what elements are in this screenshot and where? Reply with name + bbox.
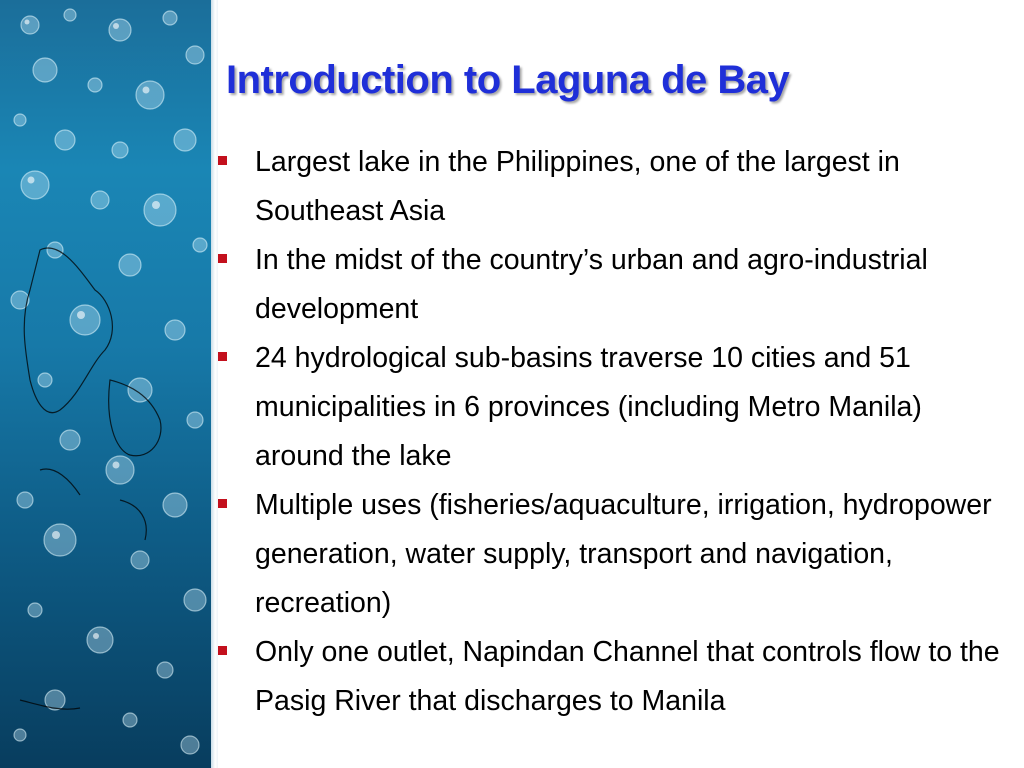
square-bullet-icon: [218, 254, 227, 263]
bullet-list: [214, 138, 1014, 726]
bullet-item: [214, 236, 1014, 334]
bullet-item: [214, 628, 1014, 726]
water-bubbles-image: [0, 0, 214, 768]
bubbles-map-decoration: [0, 0, 214, 768]
bullet-item: [214, 481, 1014, 628]
bullet-text: Multiple uses (fisheries/aquaculture, irrigation, hydropower generation, water supply, transport and navigation, recreation): [255, 489, 992, 619]
bullet-text: 24 hydrological sub-basins traverse 10 cities and 51 municipalities in 6 provinces (including Metro Manila) around the lake: [255, 342, 922, 472]
bullet-text: Largest lake in the Philippines, one of the largest in Southeast Asia: [255, 146, 900, 227]
square-bullet-icon: [218, 156, 227, 165]
slide-title: Introduction to Laguna de Bay: [226, 58, 790, 102]
square-bullet-icon: [218, 499, 227, 508]
square-bullet-icon: [218, 352, 227, 361]
bullet-item: [214, 334, 1014, 481]
bullet-item: [214, 138, 1014, 236]
bullet-text: In the midst of the country’s urban and agro-industrial development: [255, 244, 928, 325]
square-bullet-icon: [218, 646, 227, 655]
bullet-text: Only one outlet, Napindan Channel that controls flow to the Pasig River that discharges to Manila: [255, 636, 1000, 717]
